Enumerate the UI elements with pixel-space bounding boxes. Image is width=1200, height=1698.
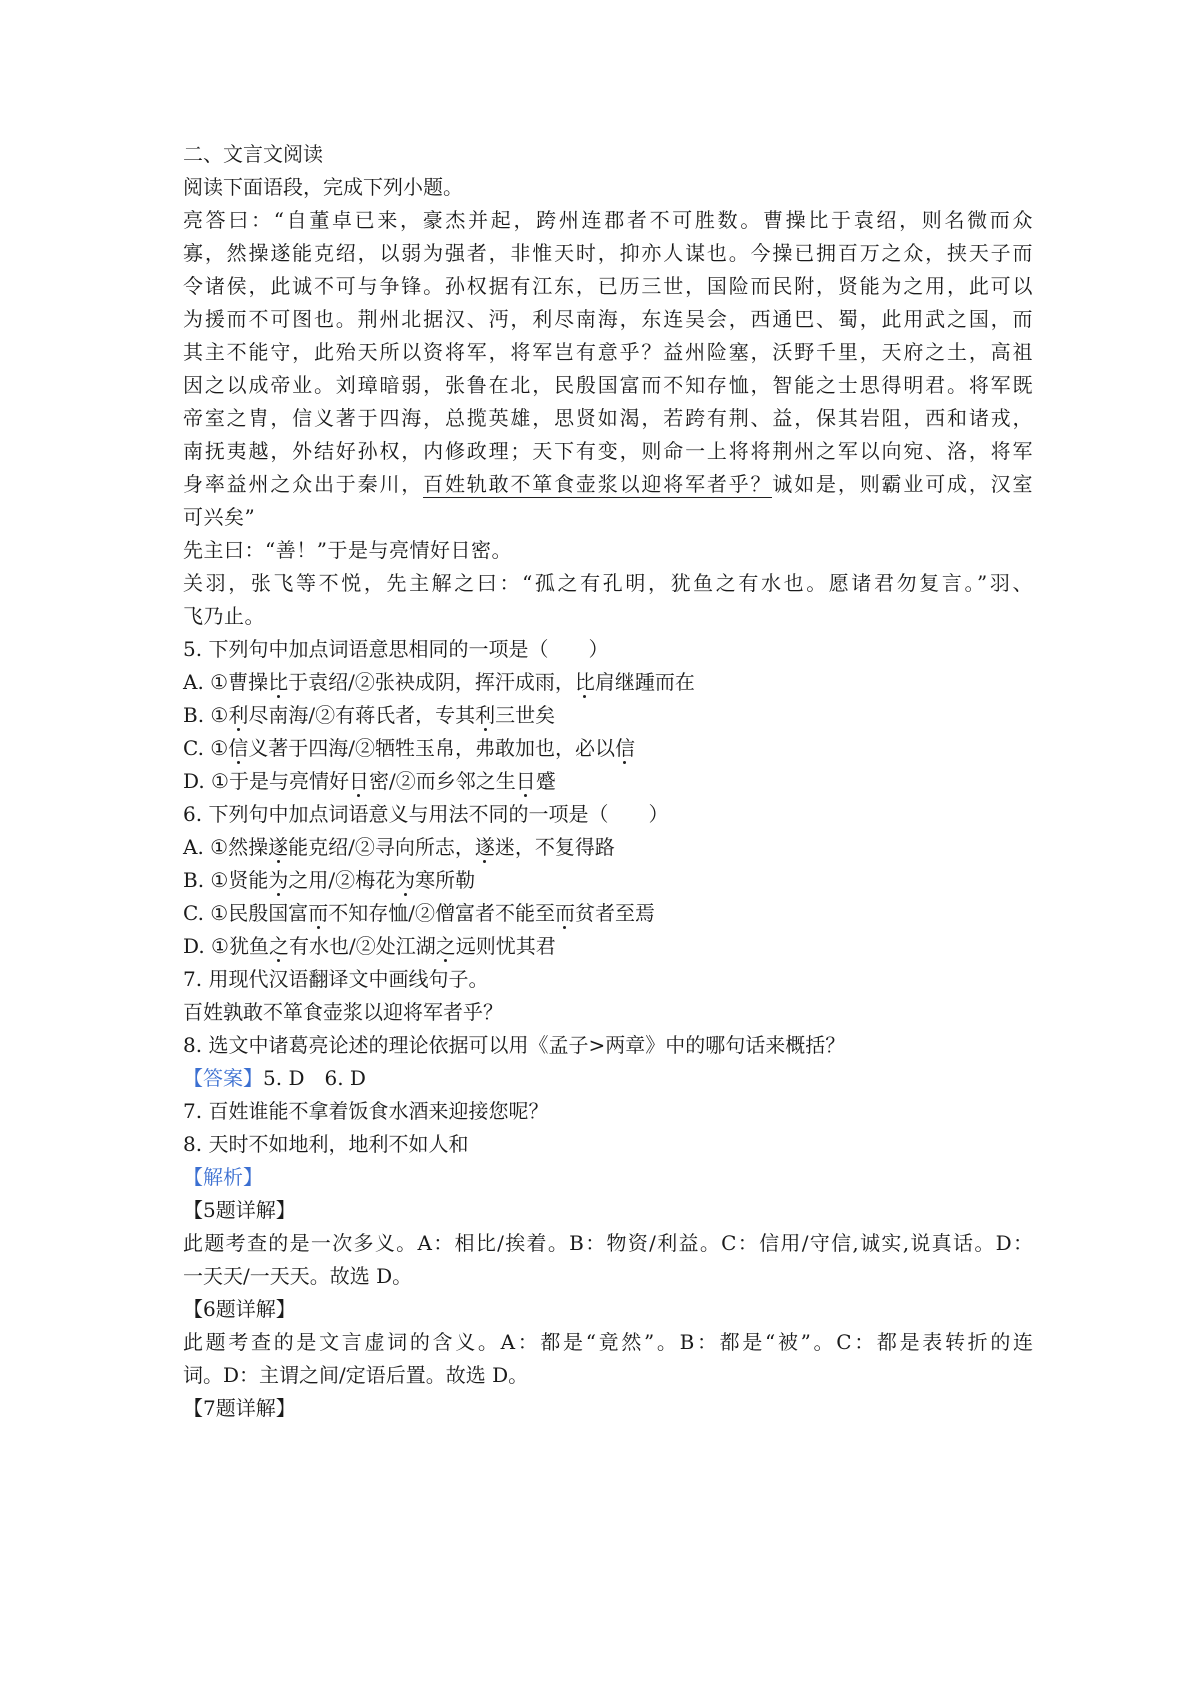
dotted-word: 遂	[474, 835, 495, 859]
question-5-option-b: B. ①利尽南海/②有蒋氏者，专其利三世矣	[183, 703, 556, 727]
passage-line-with-underline	[183, 469, 1033, 499]
passage-line: 南抚夷越，外结好孙权，内修政理；天下有变，则命一上将将荆州之军以向宛、洛，将军	[183, 439, 1033, 463]
analysis-text: 此题考查的是一次多义。A：相比/挨着。B：物资/利益。C：信用/守信,诚实,说真话。D：	[183, 1231, 1033, 1255]
passage-line: 其主不能守，此殆天所以资将军，将军岂有意乎？益州险塞，沃野千里，天府之土，高祖	[183, 340, 1033, 364]
analysis-text: 一天天/一天天。故选 D。	[183, 1264, 413, 1288]
passage-line: 帝室之胄，信义著于四海，总揽英雄，思贤如渴，若跨有荆、益，保其岩阻，西和诸戎，	[183, 406, 1033, 430]
dotted-word: 比	[574, 670, 595, 694]
question-6-option-d: D. ①犹鱼之有水也/②处江湖之远则忧其君	[183, 934, 556, 958]
dotted-word: 日	[515, 769, 536, 793]
dotted-word: 日	[348, 769, 369, 793]
dotted-word: 之	[268, 934, 289, 958]
analysis-header-q6: 【6题详解】	[183, 1297, 296, 1321]
dotted-word: 之	[435, 934, 456, 958]
question-5-option-d: D. ①于是与亮情好日密/②而乡邻之生日蹙	[183, 769, 556, 793]
dotted-word: 信	[228, 736, 249, 760]
dotted-word: 利	[228, 703, 249, 727]
dotted-word: 遂	[268, 835, 289, 859]
dotted-word: 为	[268, 868, 289, 892]
question-5-stem: 5. 下列句中加点词语意思相同的一项是（ ）	[183, 637, 609, 661]
answer-text: 5. D 6. D	[263, 1066, 366, 1090]
section-instruction: 阅读下面语段，完成下列小题。	[183, 175, 463, 199]
analysis-header-q5: 【5题详解】	[183, 1198, 296, 1222]
analysis-text: 此题考查的是文言虚词的含义。A：都是“竟然”。B：都是“被”。C：都是表转折的连	[183, 1330, 1033, 1354]
section-title: 二、文言文阅读	[183, 142, 323, 166]
question-6-option-a: A. ①然操遂能克绍/②寻向所志，遂迷，不复得路	[183, 835, 615, 859]
dotted-word: 比	[268, 670, 289, 694]
question-7-stem: 7. 用现代汉语翻译文中画线句子。	[183, 967, 489, 991]
answer-line	[183, 1063, 1033, 1093]
question-6-option-c: C. ①民殷国富而不知存恤/②僧富者不能至而贫者至焉	[183, 901, 655, 925]
question-5-option-a: A. ①曹操比于袁绍/②张袂成阴，挥汗成雨，比肩继踵而在	[183, 670, 695, 694]
answer-line: 8. 天时不如地利，地利不如人和	[183, 1132, 469, 1156]
answer-line: 7. 百姓谁能不拿着饭食水酒来迎接您呢？	[183, 1099, 549, 1123]
dotted-word: 而	[308, 901, 329, 925]
dotted-word: 信	[614, 736, 635, 760]
question-8-stem: 8. 选文中诸葛亮论述的理论依据可以用《孟子>两章》中的哪句话来概括？	[183, 1033, 846, 1057]
underlined-sentence: 百姓轨敢不箪食壶浆以迎将军者乎？	[423, 472, 773, 496]
question-7-sentence: 百姓孰敢不箪食壶浆以迎将军者乎？	[183, 1000, 503, 1024]
analysis-label: 【解析】	[183, 1165, 263, 1189]
passage-line: 先主曰：“善！”于是与亮情好日密。	[183, 538, 512, 562]
passage-line: 为援而不可图也。荆州北据汉、沔，利尽南海，东连吴会，西通巴、蜀，此用武之国，而	[183, 307, 1033, 331]
answer-label: 【答案】	[183, 1066, 263, 1090]
passage-line: 因之以成帝业。刘璋暗弱，张鲁在北，民殷国富而不知存恤，智能之士思得明君。将军既	[183, 373, 1033, 397]
passage-text: 身率益州之众出于秦川，	[183, 472, 424, 496]
dotted-word: 而	[554, 901, 575, 925]
passage-line: 寡，然操遂能克绍，以弱为强者，非惟天时，抑亦人谋也。今操已拥百万之众，挟天子而	[183, 241, 1033, 265]
passage-line: 令诸侯，此诚不可与争锋。孙权据有江东，已历三世，国险而民附，贤能为之用，此可以	[183, 274, 1033, 298]
passage-line: 可兴矣”	[183, 505, 256, 529]
passage-line: 关羽，张飞等不悦，先主解之曰：“孤之有孔明，犹鱼之有水也。愿诸君勿复言。”羽、	[183, 571, 1033, 595]
dotted-word: 为	[395, 868, 416, 892]
dotted-word: 利	[475, 703, 496, 727]
analysis-header-q7: 【7题详解】	[183, 1396, 296, 1420]
question-5-option-c: C. ①信义著于四海/②牺牲玉帛，弗敢加也，必以信	[183, 736, 635, 760]
passage-line: 亮答曰：“自董卓已来，豪杰并起，跨州连郡者不可胜数。曹操比于袁绍，则名微而众	[183, 208, 1033, 232]
passage-line: 飞乃止。	[183, 604, 265, 628]
analysis-text: 词。D：主谓之间/定语后置。故选 D。	[183, 1363, 529, 1387]
question-6-stem: 6. 下列句中加点词语意义与用法不同的一项是（ ）	[183, 802, 669, 826]
passage-text: 诚如是，则霸业可成，汉室	[772, 472, 1034, 496]
question-6-option-b: B. ①贤能为之用/②梅花为寒所勒	[183, 868, 476, 892]
